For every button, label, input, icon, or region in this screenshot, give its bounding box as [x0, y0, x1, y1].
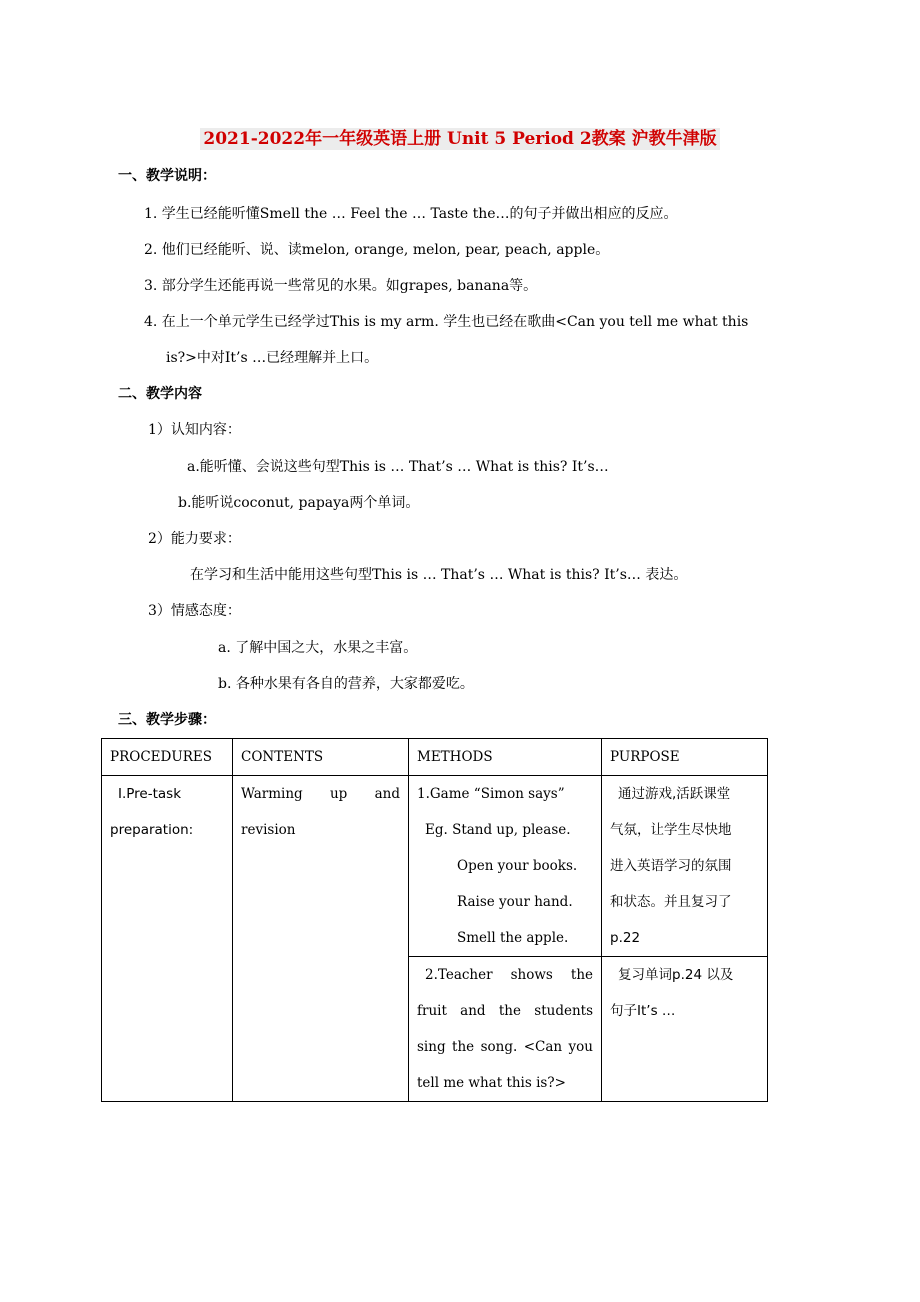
- method2-line-3: sing the song. <Can you: [417, 1039, 593, 1055]
- header-contents: CONTENTS: [233, 739, 409, 776]
- purpose1-line-1: 通过游戏,活跃课堂: [618, 786, 731, 802]
- document-title: 2021-2022年一年级英语上册 Unit 5 Period 2教案 沪教牛津版: [0, 124, 920, 149]
- header-procedures: PROCEDURES: [102, 739, 233, 776]
- method1-line-1: 1.Game “Simon says”: [417, 786, 565, 802]
- method-cell-1: [409, 776, 602, 957]
- purpose2-line-1: 复习单词p.24 以及: [618, 967, 734, 983]
- purpose2-line-2: 句子It’s …: [610, 1003, 676, 1019]
- method2-line-4: tell me what this is?>: [417, 1075, 566, 1091]
- purpose1-line-3: 进入英语学习的氛围: [610, 858, 732, 874]
- method1-line-4: Raise your hand.: [457, 894, 573, 910]
- purpose-cell-2: [602, 957, 768, 1102]
- purpose-cell-1: [602, 776, 768, 957]
- cognition-label: 1）认知内容：: [148, 422, 241, 438]
- header-methods: METHODS: [409, 739, 602, 776]
- section1-heading: 一、教学说明：: [118, 168, 216, 184]
- purpose1-line-4: 和状态。并且复习了: [610, 894, 732, 910]
- section1-item-1: 1. 学生已经能听懂Smell the … Feel the … Taste the…的句子并做出相应的反应。: [144, 206, 678, 222]
- section1-item-3: 3. 部分学生还能再说一些常见的水果。如grapes, banana等。: [144, 278, 538, 294]
- method1-line-3: Open your books.: [457, 858, 578, 874]
- method1-line-5: Smell the apple.: [457, 930, 569, 946]
- method2-line-1: 2.Teacher shows the: [425, 967, 593, 983]
- procedure-cell: [102, 776, 233, 1102]
- purpose1-line-5: p.22: [610, 930, 641, 946]
- teaching-steps-table: [101, 738, 768, 1102]
- purpose1-line-2: 气氛，让学生尽快地: [610, 822, 732, 838]
- ability-text: 在学习和生活中能用这些句型This is … That’s … What is this? It’s… 表达。: [190, 567, 688, 583]
- contents-line-2: revision: [241, 822, 296, 838]
- table-row: [102, 776, 768, 957]
- table-header-row: [102, 739, 768, 776]
- procedure-line-2: preparation:: [110, 822, 194, 838]
- section1-item-4-cont: is?>中对It’s …已经理解并上口。: [166, 350, 379, 366]
- method-cell-2: [409, 957, 602, 1102]
- section2-heading: 二、教学内容: [118, 386, 202, 402]
- header-purpose: PURPOSE: [602, 739, 768, 776]
- emotion-label: 3）情感态度：: [148, 603, 241, 619]
- method2-line-2: fruit and the students: [417, 1003, 593, 1019]
- emotion-item-a: a. 了解中国之大，水果之丰富。: [218, 640, 418, 656]
- emotion-item-b: b. 各种水果有各自的营养，大家都爱吃。: [218, 676, 474, 692]
- procedure-line-1: I.Pre-task: [118, 786, 182, 802]
- method1-line-2: Eg. Stand up, please.: [425, 822, 571, 838]
- cognition-item-a: a.能听懂、会说这些句型This is … That’s … What is this? It’s…: [187, 459, 609, 475]
- section1-item-4: 4. 在上一个单元学生已经学过This is my arm. 学生也已经在歌曲<Can you tell me what this: [144, 314, 749, 330]
- contents-cell: [233, 776, 409, 1102]
- contents-line-1: Warming up and: [241, 786, 400, 802]
- ability-label: 2）能力要求：: [148, 531, 241, 547]
- section3-heading: 三、教学步骤：: [118, 712, 216, 728]
- section1-item-2: 2. 他们已经能听、说、读melon, orange, melon, pear, peach, apple。: [144, 242, 610, 258]
- cognition-item-b: b.能听说coconut, papaya两个单词。: [178, 495, 420, 511]
